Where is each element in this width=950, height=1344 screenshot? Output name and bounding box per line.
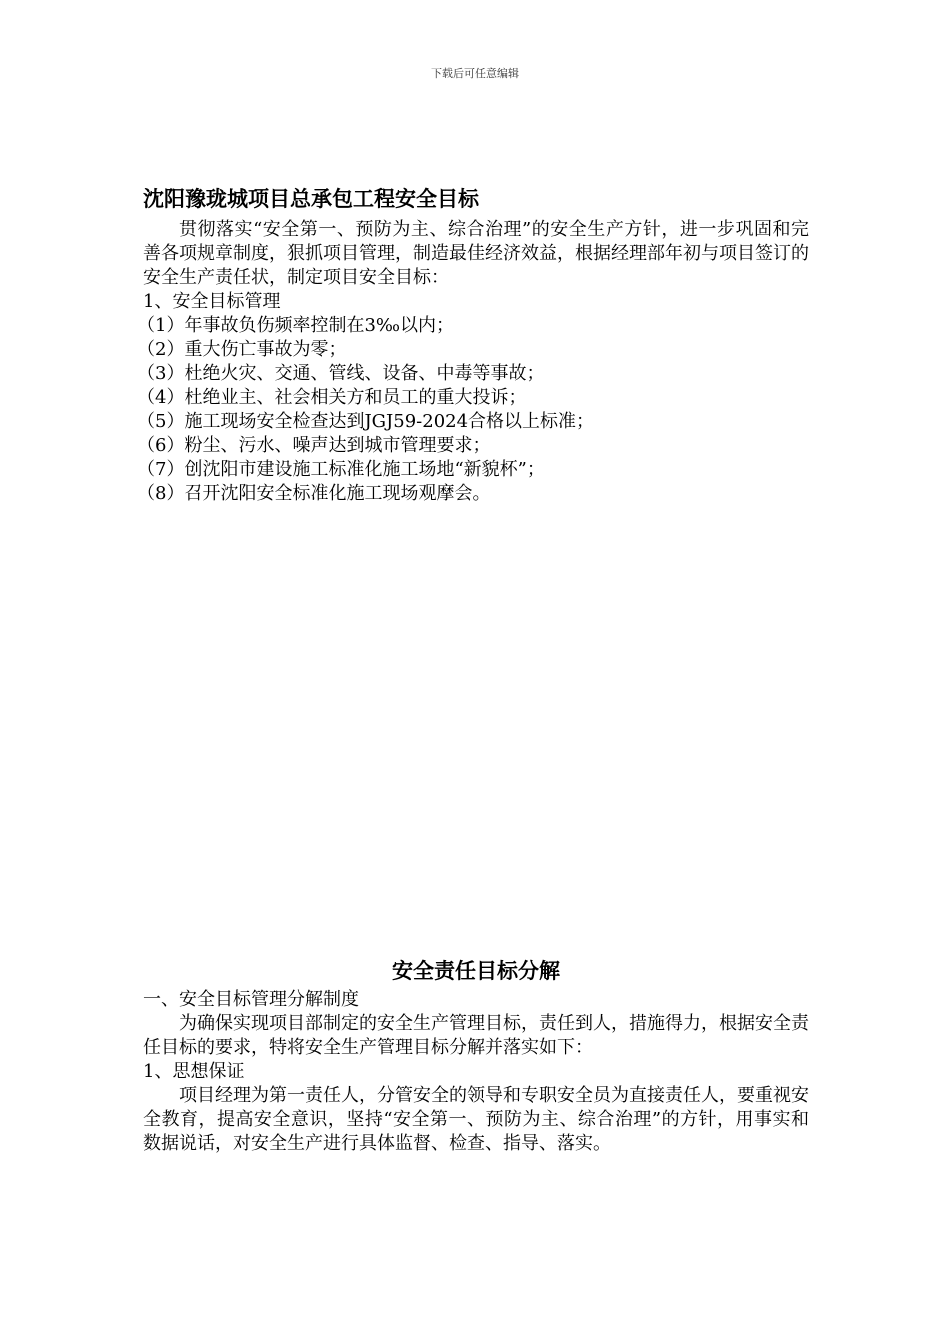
section-title-responsibility-breakdown: 安全责任目标分解 [392,958,560,983]
goal-item-8: （8）召开沈阳安全标准化施工现场观摩会。 [137,483,491,504]
goal-item-5: （5）施工现场安全检查达到JGJ59-2024合格以上标准； [137,411,595,432]
section-title-safety-goals: 沈阳豫珑城项目总承包工程安全目标 [143,186,479,211]
goal-item-1: （1）年事故负伤频率控制在3‰以内； [137,315,455,336]
goal-item-2: （2）重大伤亡事故为零； [137,339,347,360]
intro-paragraph: 贯彻落实“安全第一、预防为主、综合治理”的安全生产方针，进一步巩固和完善各项规章制度，狠抓项目管理，制造最佳经济效益，根据经理部年初与项目签订的安全生产责任状，制定项目安全目标： [143,219,809,288]
goal-item-7: （7）创沈阳市建设施工标准化施工场地“新貌杯”； [137,459,545,480]
goal-item-3: （3）杜绝火灾、交通、管线、设备、中毒等事故； [137,363,545,384]
goal-management-heading: 1、安全目标管理 [143,291,281,312]
goal-item-4: （4）杜绝业主、社会相关方和员工的重大投诉； [137,387,527,408]
breakdown-paragraph: 为确保实现项目部制定的安全生产管理目标，责任到人，措施得力，根据安全责任目标的要求，特将安全生产管理目标分解并落实如下： [143,1013,809,1058]
safety-goals-section [137,184,809,506]
responsibility-breakdown-section [143,956,809,1156]
ideological-guarantee-heading: 1、思想保证 [143,1061,245,1082]
page-header-note: 下载后可任意编辑 [431,67,519,80]
ideological-guarantee-paragraph: 项目经理为第一责任人，分管安全的领导和专职安全员为直接责任人，要重视安全教育，提高安全意识，坚持“安全第一、预防为主、综合治理”的方针，用事实和数据说话，对安全生产进行具体监督、检查、指导、落实。 [143,1085,809,1154]
goal-item-6: （6）粉尘、污水、噪声达到城市管理要求； [137,435,491,456]
breakdown-system-heading: 一、安全目标管理分解制度 [143,989,359,1010]
